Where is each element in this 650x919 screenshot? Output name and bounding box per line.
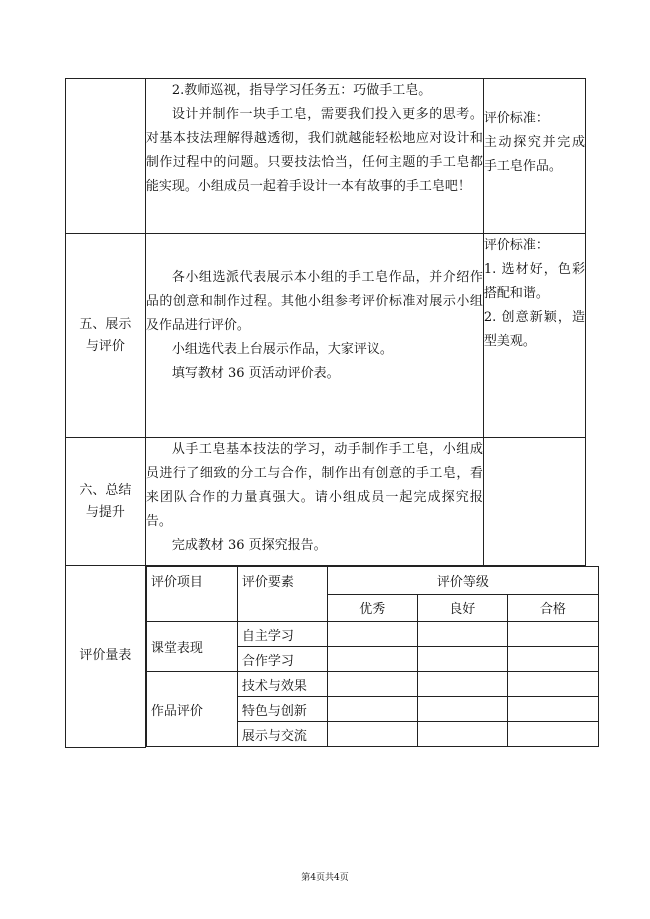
- show-evaluate-eval: [483, 234, 585, 438]
- grade-cell: [417, 672, 507, 697]
- grade-cell: [417, 697, 507, 722]
- eval-item-2: 2. 创意新颖，造型美观。: [483, 310, 585, 349]
- group-work: 作品评价: [146, 672, 237, 747]
- grade-cell: [327, 722, 417, 747]
- show-evaluate-content: [145, 234, 483, 438]
- show-line-2: 小组选代表上台展示作品，大家评议。: [171, 342, 393, 357]
- task-five-eval: [483, 79, 585, 234]
- grade-good: 良好: [417, 594, 507, 622]
- show-evaluate-row: [66, 234, 586, 438]
- col-grade-header: 评价等级: [327, 567, 598, 595]
- grade-cell: [507, 647, 598, 672]
- table-row: [146, 672, 598, 697]
- table-row: [146, 622, 598, 647]
- task-five-content: [145, 79, 483, 234]
- col-item-header: 评价项目: [146, 567, 237, 622]
- eval-item-1: 1. 选材好，色彩搭配和谐。: [483, 262, 585, 301]
- summary-row: [66, 438, 586, 566]
- rubric-cell: [145, 566, 585, 748]
- grade-cell: [507, 722, 598, 747]
- summary-line-2: 完成教材 36 页探究报告。: [171, 538, 327, 553]
- page-footer: 第4页共4页: [301, 873, 349, 883]
- rubric-header-row: [146, 567, 598, 595]
- grade-cell: [417, 647, 507, 672]
- element-cell: 展示与交流: [237, 722, 327, 747]
- rubric-label: 评价量表: [66, 566, 146, 748]
- grade-excellent: 优秀: [327, 594, 417, 622]
- eval-title: 评价标准：: [483, 111, 549, 126]
- task-five-line-1: 2.教师巡视，指导学习任务五：巧做手工皂。: [171, 83, 432, 98]
- grade-pass: 合格: [507, 594, 598, 622]
- show-line-1: 各小组选派代表展示本小组的手工皂作品，并介绍作品的创意和制作过程。其他小组参考评价标准对展示小组及作品进行评价。: [145, 270, 483, 333]
- summary-content: [145, 438, 483, 566]
- element-cell: 特色与创新: [237, 697, 327, 722]
- grade-cell: [507, 672, 598, 697]
- grade-cell: [417, 722, 507, 747]
- summary-line-1: 从手工皂基本技法的学习，动手制作手工皂，小组成员进行了细致的分工与合作，制作出有创意的手工皂，看来团队合作的力量真强大。请小组成员一起完成探究报告。: [145, 442, 483, 529]
- task-five-label-cell: [66, 79, 146, 234]
- element-cell: 自主学习: [237, 622, 327, 647]
- summary-eval-cell: [483, 438, 585, 566]
- grade-cell: [327, 672, 417, 697]
- eval-title: 评价标准：: [483, 238, 549, 253]
- task-five-line-2: 设计并制作一块手工皂，需要我们投入更多的思考。对基本技法理解得越透彻，我们就越能轻松地应对设计和制作过程中的问题。只要技法恰当，任何主题的手工皂都能实现。小组成员一起着手设计一本有故事的手工皂吧！: [145, 107, 483, 194]
- grade-cell: [327, 697, 417, 722]
- summary-label: 六、总结与提升: [66, 438, 146, 566]
- show-evaluate-label: 五、展示与评价: [66, 234, 146, 438]
- group-classroom: 课堂表现: [146, 622, 237, 672]
- col-element-header: 评价要素: [237, 567, 327, 622]
- element-cell: 技术与效果: [237, 672, 327, 697]
- grade-cell: [327, 622, 417, 647]
- rubric-row: [66, 566, 586, 748]
- eval-text: 主动探究并完成手工皂作品。: [483, 135, 585, 174]
- rubric-table: [146, 566, 599, 747]
- element-cell: 合作学习: [237, 647, 327, 672]
- task-five-row: [66, 79, 586, 234]
- lesson-plan-table: [65, 78, 586, 748]
- grade-cell: [507, 697, 598, 722]
- show-line-3: 填写教材 36 页活动评价表。: [171, 366, 340, 381]
- grade-cell: [507, 622, 598, 647]
- grade-cell: [327, 647, 417, 672]
- grade-cell: [417, 622, 507, 647]
